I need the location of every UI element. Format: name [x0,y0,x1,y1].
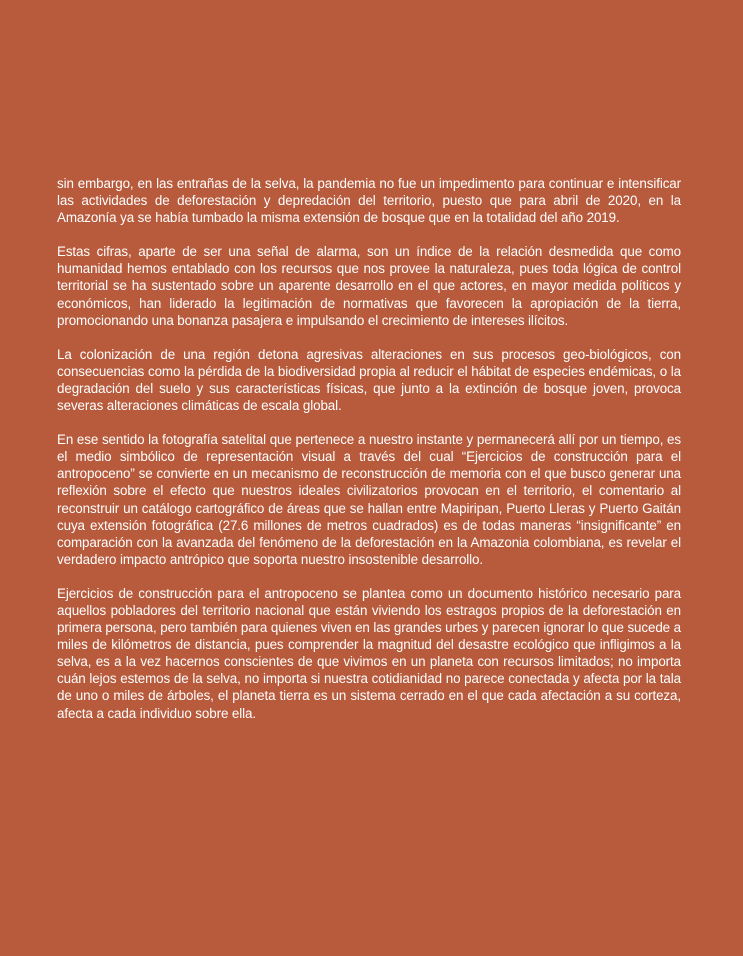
paragraph-4: En ese sentido la fotografía satelital que pertenece a nuestro instante y permanecerá allí por un tiempo, es el medio simbólico de representación visual a través del cual “Ejercicios de construcción para el antropoceno” se convierte en un mecanismo de reconstrucción de memoria con el que busco generar una reflexión sobre el efecto que nuestros ideales civilizatorios provocan en el territorio, el comentario al reconstruir un catálogo cartográfico de áreas que se hallan entre Mapiripan, Puerto Lleras y Puerto Gaitán cuya extensión fotográfica (27.6 millones de metros cuadrados) es de todas maneras “insignificante” en comparación con la avanzada del fenómeno de la deforestación en la Amazonia colombiana, es revelar el verdadero impacto antrópico que soporta nuestro insostenible desarrollo. [57,432,681,567]
paragraph-3: La colonización de una región detona agresivas alteraciones en sus procesos geo-biológicos, con consecuencias como la pérdida de la biodiversidad propia al reducir el hábitat de especies endémicas, o la degradación del suelo y sus características físicas, que junto a la extinción de bosque joven, provoca severas alteraciones climáticas de escala global. [57,346,681,414]
body-text [57,175,681,739]
paragraph-5: Ejercicios de construcción para el antropoceno se plantea como un documento histórico necesario para aquellos pobladores del territorio nacional que están viviendo los estragos propios de la deforestación en primera persona, pero también para quienes viven en las grandes urbes y parecen ignorar lo que sucede a miles de kilómetros de distancia, pues comprender la magnitud del desastre ecológico que infligimos a la selva, es a la vez hacernos conscientes de que vivimos en un planeta con recursos limitados; no importa cuán lejos estemos de la selva, no importa si nuestra cotidianidad no parece conectada y afecta por la tala de uno o miles de árboles, el planeta tierra es un sistema cerrado en el que cada afectación a su corteza, afecta a cada individuo sobre ella. [57,585,681,721]
paragraph-1: sin embargo, en las entrañas de la selva, la pandemia no fue un impedimento para continuar e intensificar las actividades de deforestación y depredación del territorio, puesto que para abril de 2020, en la Amazonía ya se había tumbado la misma extensión de bosque que en la totalidad del año 2019. [57,176,681,226]
paragraph-2: Estas cifras, aparte de ser una señal de alarma, son un índice de la relación desmedida que como humanidad hemos entablado con los recursos que nos provee la naturaleza, pues toda lógica de control territorial se ha sustentado sobre un aparente desarrollo en el que actores, en mayor medida políticos y económicos, han liderado la legitimación de normativas que favorecen la apropiación de la tierra, promocionando una bonanza pasajera e impulsando el crecimiento de intereses ilícitos. [57,244,681,328]
